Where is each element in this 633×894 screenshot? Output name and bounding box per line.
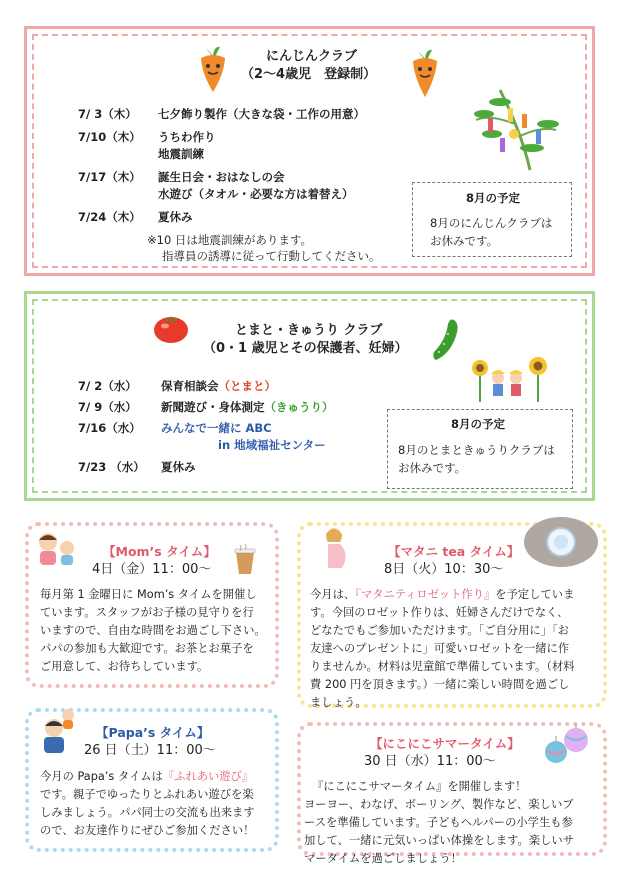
papas-time-body: しみましょう。パパ同士の交流も出来ます <box>40 806 255 819</box>
carrot-schedule-date: 7/24（木） <box>78 210 141 224</box>
tomato-schedule-date: 7/ 9（水） <box>78 400 137 414</box>
tomato-schedule-item: 夏休み <box>161 460 196 474</box>
carrot-august-text: お休みです。 <box>430 234 499 248</box>
tomato-schedule-location: in 地域福祉センター <box>218 438 326 452</box>
tomato-tag: （とまと） <box>218 379 276 393</box>
carrot-schedule-date: 7/10（木） <box>78 130 141 144</box>
carrot-august-heading: 8月の予定 <box>466 191 521 205</box>
matani-time-body: ましょう。 <box>310 696 367 709</box>
matani-time-body: す。今回のロゼット作りは、妊婦さんだけでなく、 <box>310 606 569 619</box>
tomato-club-title: とまと・きゅうり クラブ <box>235 323 383 338</box>
tomato-club-subtitle: （0・1 歳児とその保護者、妊婦） <box>203 341 408 356</box>
papas-time-body: です。親子でゆったりとふれあい遊びを楽 <box>40 788 254 801</box>
summer-time-title: 【にこにこサマータイム】 <box>370 736 520 751</box>
sunflower-kids-icon <box>460 356 556 404</box>
papas-time-when: 26 日（土）11：00～ <box>84 743 216 758</box>
papas-time-title: 【Papa’s タイム】 <box>96 725 210 740</box>
matani-time-title: 【マタニ tea タイム】 <box>388 544 520 559</box>
cucumber-icon <box>430 316 462 364</box>
tomato-august-text: 8月のとまときゅうりクラブは <box>398 443 555 457</box>
carrot-schedule-item: 誕生日会・おはなしの会 <box>158 170 285 184</box>
summer-time-body: ヨーヨー、わなげ、ボーリング、製作など、楽しいブ <box>304 798 574 811</box>
papas-time-body: 今月の Papa’s タイムは『ふれあい遊び』 <box>40 770 254 783</box>
carrot-schedule-item: 夏休み <box>158 210 193 224</box>
moms-time-title: 【Mom’s タイム】 <box>103 544 216 559</box>
carrot-club-title: にんじんクラブ <box>266 49 358 64</box>
moms-time-when: 4日（金）11：00～ <box>92 562 212 577</box>
moms-time-body: ご用意して、お待ちしています。 <box>40 660 209 673</box>
matani-highlight: 『マタニティロゼット作り』 <box>355 588 496 601</box>
tomato-schedule-date: 7/16（水） <box>78 421 141 435</box>
carrot-schedule-date: 7/17（木） <box>78 170 141 184</box>
water-balloon-icon <box>540 724 592 768</box>
tanabata-bamboo-icon <box>470 84 560 172</box>
moms-time-body: パパの参加も大歓迎です。お茶とお菓子を <box>40 642 254 655</box>
mother-child-icon <box>34 530 80 568</box>
moms-time-body: ています。スタッフがお子様の見守りを行 <box>40 606 254 619</box>
tomato-schedule-date: 7/ 2（水） <box>78 379 137 393</box>
papas-highlight: 『ふれあい遊び』 <box>162 770 254 783</box>
tomato-august-text: お休みです。 <box>398 461 467 475</box>
tomato-schedule-item: みんなで一緒に ABC <box>161 421 272 435</box>
coffee-cup-icon <box>232 544 258 576</box>
tomato-icon <box>152 310 190 344</box>
carrot-august-text: 8月のにんじんクラブは <box>430 216 553 230</box>
summer-time-body: 加して、一緒に元気いっぱい体操をします。楽しいサ <box>304 834 574 847</box>
carrot-note: ※10 日は地震訓練があります。 <box>147 233 313 247</box>
matani-time-body: りませんか。材料は児童館で準備しています。（材料 <box>310 660 575 673</box>
rosette-icon <box>522 516 600 568</box>
tomato-august-heading: 8月の予定 <box>451 417 506 431</box>
carrot-note: 指導員の誘導に従って行動してください。 <box>162 249 381 263</box>
summer-time-body: 『にこにこサマータイム』を開催します！ <box>312 780 527 793</box>
papas-time-body: ので、お友達作りにぜひご参加ください！ <box>40 824 255 837</box>
matani-time-when: 8日（火）10：30～ <box>384 562 504 577</box>
tomato-schedule-item: 保育相談会（とまと） <box>161 379 276 393</box>
matani-time-body: 今月は、『マタニティロゼット作り』を予定していま <box>310 588 575 601</box>
carrot-schedule-item: 水遊び（タオル・必要な方は着替え） <box>158 187 354 201</box>
tomato-schedule-date: 7/23 （水） <box>78 460 145 474</box>
matani-time-body: 費 200 円を頂きます。）一緒に楽しい時間を過ごし <box>310 678 570 691</box>
carrot-schedule-date: 7/ 3（木） <box>78 107 137 121</box>
moms-time-body: 毎月第 1 金曜日に Mom’s タイムを開催し <box>40 588 257 601</box>
matani-time-body: 友達へのプレゼントに」可愛いロゼットを一緒に作 <box>310 642 570 655</box>
carrot-schedule-item: 七夕飾り製作（大きな袋・工作の用意） <box>158 107 365 121</box>
moms-time-body: いますので、自由な時間をお過ごし下さい。 <box>40 624 266 637</box>
carrot-schedule-item: 地震訓練 <box>158 147 204 161</box>
father-child-icon <box>36 706 84 756</box>
summer-time-when: 30 日（水）11：00～ <box>364 754 496 769</box>
matani-time-body: どなたでもご参加いただけます。「ご自分用に」「お <box>310 624 569 637</box>
carrot-club-subtitle: （2～4歳児 登録制） <box>241 67 377 82</box>
pregnant-woman-icon <box>318 526 354 570</box>
cucumber-tag: （きゅうり） <box>264 400 334 414</box>
carrot-icon <box>196 44 230 94</box>
tomato-schedule-item: 新聞遊び・身体測定（きゅうり） <box>161 400 334 414</box>
summer-time-body: ースを準備しています。子どもヘルパーの小学生も参 <box>304 816 573 829</box>
carrot-schedule-item: うちわ作り <box>158 130 216 144</box>
summer-time-body: マータイムを過ごしましょう！ <box>304 852 462 865</box>
carrot-icon <box>408 47 442 99</box>
